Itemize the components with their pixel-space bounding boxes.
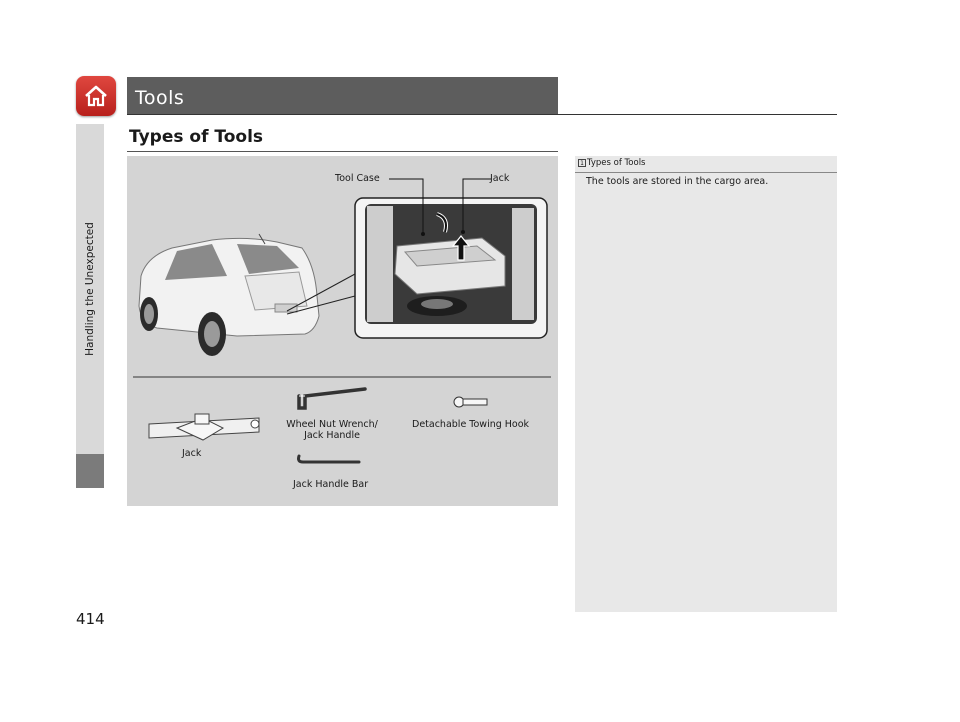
home-button[interactable] bbox=[76, 76, 116, 116]
heading-rule bbox=[127, 151, 558, 152]
car-illustration bbox=[139, 234, 319, 356]
label-wheel-nut-wrench: Wheel Nut Wrench/ Jack Handle bbox=[286, 419, 378, 441]
side-note-body: The tools are stored in the cargo area. bbox=[586, 176, 769, 187]
page-number: 414 bbox=[76, 610, 105, 628]
jack-tool-drawing bbox=[149, 414, 259, 440]
label-jack-handle-bar: Jack Handle Bar bbox=[293, 479, 369, 490]
side-note-title: Types of Tools bbox=[587, 158, 646, 168]
section-title: Tools bbox=[135, 87, 185, 109]
label-towing-hook: Detachable Towing Hook bbox=[412, 419, 530, 430]
towing-hook-drawing bbox=[454, 397, 487, 407]
side-note bbox=[575, 156, 837, 612]
callout-tool-case: Tool Case bbox=[335, 173, 380, 184]
side-note-header bbox=[575, 156, 837, 173]
jack-handle-bar-drawing bbox=[299, 456, 360, 462]
cargo-area-inset bbox=[355, 198, 547, 338]
title-rule bbox=[127, 114, 837, 115]
tools-figure bbox=[127, 156, 558, 506]
note-marker-icon: 1 bbox=[578, 159, 586, 167]
side-tab-label: Handling the Unexpected bbox=[84, 222, 96, 356]
callout-jack: Jack bbox=[490, 173, 510, 184]
wheel-nut-wrench-drawing bbox=[299, 389, 365, 408]
section-title-bar bbox=[127, 77, 558, 114]
page-heading: Types of Tools bbox=[129, 127, 264, 147]
side-tab-marker[interactable] bbox=[76, 454, 104, 488]
label-jack: Jack bbox=[182, 448, 202, 459]
home-icon bbox=[82, 82, 110, 110]
